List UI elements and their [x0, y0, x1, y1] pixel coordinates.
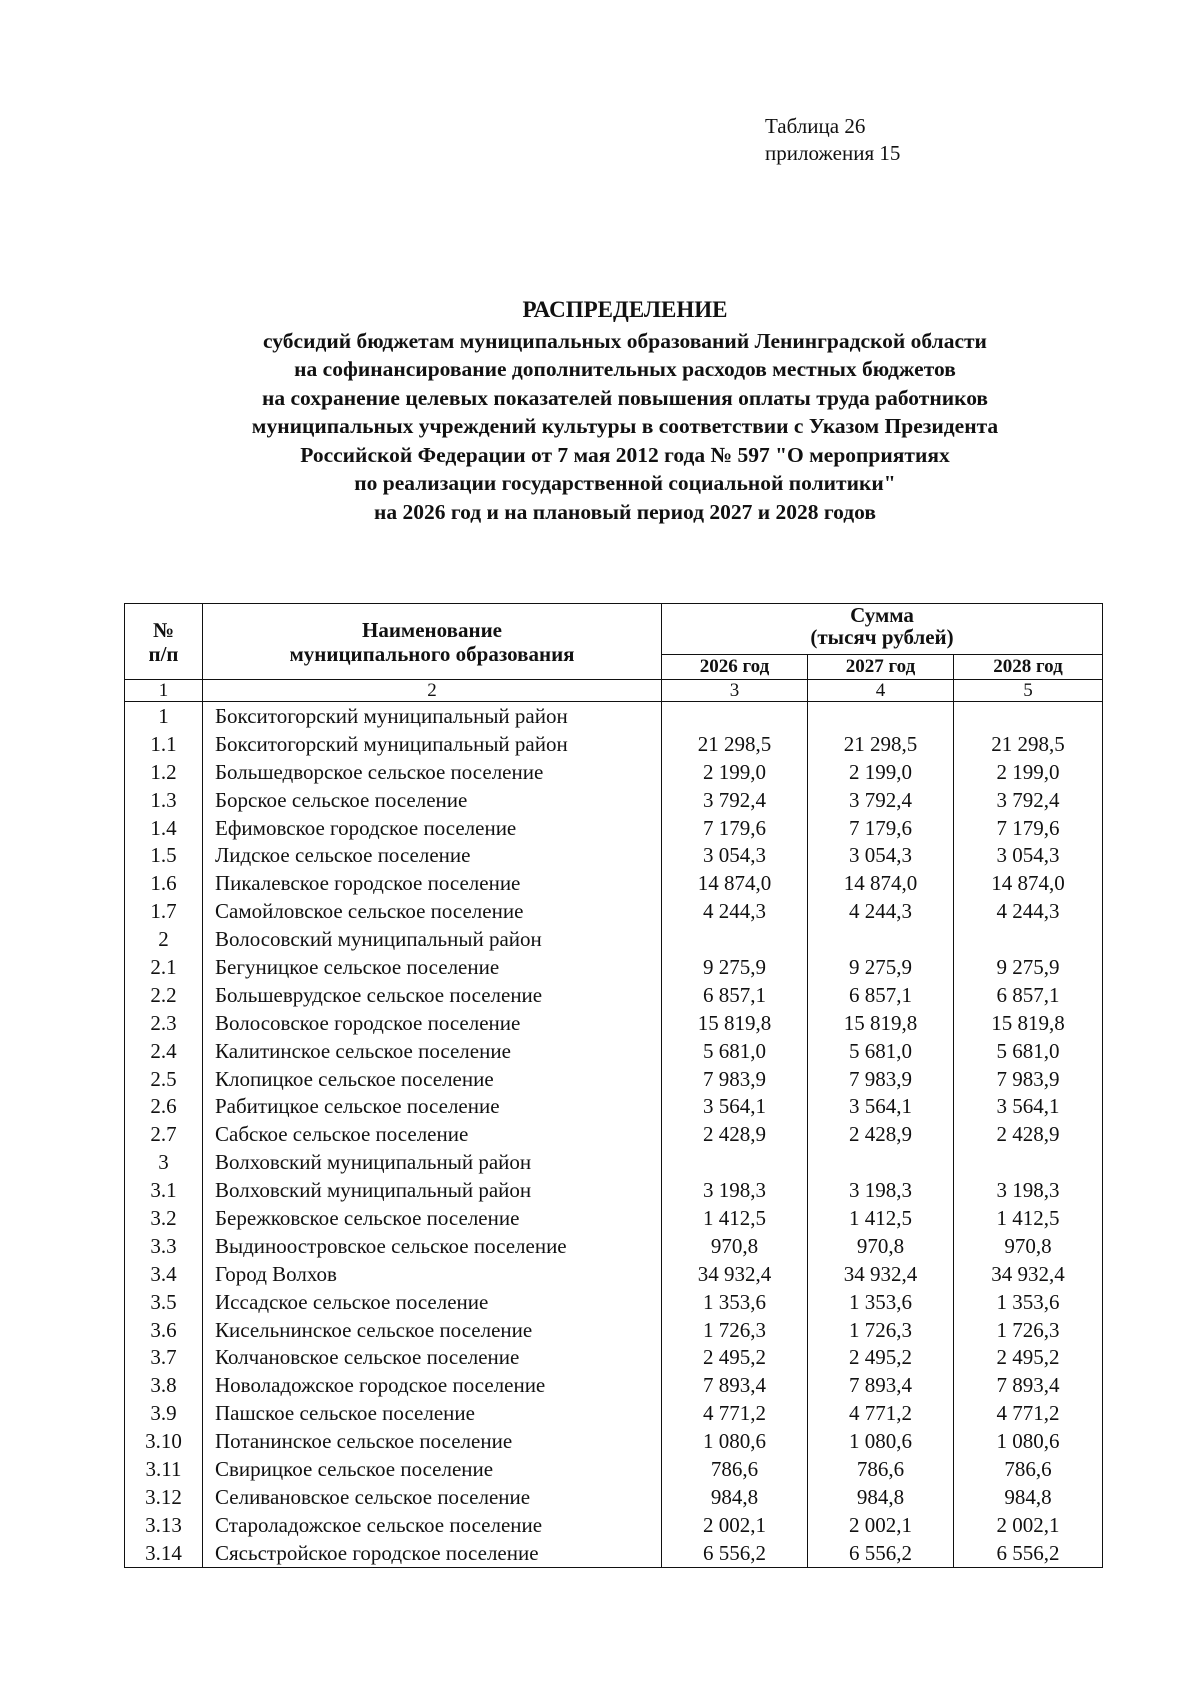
table-row — [125, 897, 1103, 925]
cell-v2026 — [662, 1148, 808, 1176]
cell-v2026: 3 054,3 — [662, 841, 808, 869]
cell-v2026 — [662, 925, 808, 953]
table-row — [125, 1539, 1103, 1567]
cell-num: 3.7 — [125, 1343, 203, 1371]
cell-name: Кисельнинское сельское поселение — [203, 1316, 662, 1344]
cell-name: Клопицкое сельское поселение — [203, 1065, 662, 1093]
cell-num: 3.1 — [125, 1176, 203, 1204]
cell-num: 2.4 — [125, 1037, 203, 1065]
table-row — [125, 1037, 1103, 1065]
cell-name: Бокситогорский муниципальный район — [203, 730, 662, 758]
cell-v2027: 2 002,1 — [808, 1511, 954, 1539]
cell-v2027: 786,6 — [808, 1455, 954, 1483]
cell-name: Большедворское сельское поселение — [203, 758, 662, 786]
cell-v2027: 7 983,9 — [808, 1065, 954, 1093]
cell-v2028 — [954, 702, 1103, 730]
cell-v2026: 34 932,4 — [662, 1260, 808, 1288]
distribution-table — [124, 603, 1103, 1568]
cell-v2027: 3 564,1 — [808, 1092, 954, 1120]
cell-v2026: 6 556,2 — [662, 1539, 808, 1567]
cell-v2026: 2 002,1 — [662, 1511, 808, 1539]
cell-v2028: 3 054,3 — [954, 841, 1103, 869]
cell-v2026: 6 857,1 — [662, 981, 808, 1009]
cell-v2027: 2 199,0 — [808, 758, 954, 786]
cell-name: Пикалевское городское поселение — [203, 869, 662, 897]
table-row — [125, 1343, 1103, 1371]
cell-num: 3.12 — [125, 1483, 203, 1511]
table-row — [125, 1148, 1103, 1176]
cell-v2026: 5 681,0 — [662, 1037, 808, 1065]
title-line: на сохранение целевых показателей повышения оплаты труда работников — [261, 385, 989, 410]
table-row — [125, 1316, 1103, 1344]
cell-v2028: 14 874,0 — [954, 869, 1103, 897]
cell-name: Большеврудское сельское поселение — [203, 981, 662, 1009]
table-row — [125, 1511, 1103, 1539]
cell-v2027: 984,8 — [808, 1483, 954, 1511]
column-index: 2 — [203, 680, 662, 702]
column-index-row — [125, 680, 1103, 702]
cell-v2027: 15 819,8 — [808, 1009, 954, 1037]
cell-num: 3.9 — [125, 1399, 203, 1427]
cell-v2026: 2 428,9 — [662, 1120, 808, 1148]
cell-name: Новоладожское городское поселение — [203, 1371, 662, 1399]
cell-v2028: 2 495,2 — [954, 1343, 1103, 1371]
cell-num: 3.8 — [125, 1371, 203, 1399]
cell-v2026: 3 792,4 — [662, 786, 808, 814]
column-index: 5 — [954, 680, 1103, 702]
table-row — [125, 1065, 1103, 1093]
cell-v2026: 7 983,9 — [662, 1065, 808, 1093]
cell-name: Волховский муниципальный район — [203, 1176, 662, 1204]
cell-v2026 — [662, 702, 808, 730]
cell-v2027: 1 080,6 — [808, 1427, 954, 1455]
cell-num: 1.4 — [125, 814, 203, 842]
cell-v2026: 4 771,2 — [662, 1399, 808, 1427]
cell-v2028: 15 819,8 — [954, 1009, 1103, 1037]
cell-v2028: 1 726,3 — [954, 1316, 1103, 1344]
table-row — [125, 1260, 1103, 1288]
cell-v2026: 21 298,5 — [662, 730, 808, 758]
table-row — [125, 1009, 1103, 1037]
cell-v2028: 7 179,6 — [954, 814, 1103, 842]
cell-v2027: 4 244,3 — [808, 897, 954, 925]
cell-name: Самойловское сельское поселение — [203, 897, 662, 925]
table-number: Таблица 26 — [765, 114, 866, 138]
header-number: № п/п — [125, 604, 203, 680]
cell-num: 3.2 — [125, 1204, 203, 1232]
cell-v2028: 3 564,1 — [954, 1092, 1103, 1120]
table-row — [125, 1176, 1103, 1204]
cell-v2027: 2 428,9 — [808, 1120, 954, 1148]
cell-name: Рабитицкое сельское поселение — [203, 1092, 662, 1120]
cell-num: 1.1 — [125, 730, 203, 758]
cell-v2027: 7 893,4 — [808, 1371, 954, 1399]
cell-v2027: 5 681,0 — [808, 1037, 954, 1065]
cell-name: Потанинское сельское поселение — [203, 1427, 662, 1455]
cell-v2028: 3 792,4 — [954, 786, 1103, 814]
cell-v2026: 1 080,6 — [662, 1427, 808, 1455]
title-line: на софинансирование дополнительных расходов местных бюджетов — [294, 357, 956, 381]
cell-v2026: 4 244,3 — [662, 897, 808, 925]
cell-v2028: 9 275,9 — [954, 953, 1103, 981]
cell-v2028: 4 771,2 — [954, 1399, 1103, 1427]
cell-num: 1.5 — [125, 841, 203, 869]
cell-v2028: 2 428,9 — [954, 1120, 1103, 1148]
cell-num: 1 — [125, 702, 203, 730]
cell-v2028: 3 198,3 — [954, 1176, 1103, 1204]
cell-v2026: 786,6 — [662, 1455, 808, 1483]
cell-num: 3.6 — [125, 1316, 203, 1344]
cell-name: Волховский муниципальный район — [203, 1148, 662, 1176]
title-line: Российской Федерации от 7 мая 2012 года № 597 "О мероприятиях — [300, 442, 950, 467]
cell-name: Калитинское сельское поселение — [203, 1037, 662, 1065]
cell-v2027: 7 179,6 — [808, 814, 954, 842]
header-sum: Сумма (тысяч рублей) — [662, 604, 1103, 655]
cell-v2026: 7 893,4 — [662, 1371, 808, 1399]
cell-v2028: 7 893,4 — [954, 1371, 1103, 1399]
table-row — [125, 702, 1103, 730]
table-row — [125, 814, 1103, 842]
cell-name: Староладожское сельское поселение — [203, 1511, 662, 1539]
cell-v2028: 2 199,0 — [954, 758, 1103, 786]
table-row — [125, 1232, 1103, 1260]
cell-num: 3.10 — [125, 1427, 203, 1455]
table-row — [125, 1371, 1103, 1399]
cell-v2028 — [954, 1148, 1103, 1176]
cell-v2027 — [808, 925, 954, 953]
cell-name: Бокситогорский муниципальный район — [203, 702, 662, 730]
cell-v2026: 970,8 — [662, 1232, 808, 1260]
cell-v2027: 1 726,3 — [808, 1316, 954, 1344]
title-line: субсидий бюджетам муниципальных образований Ленинградской области — [263, 328, 987, 353]
table-row — [125, 869, 1103, 897]
table-row — [125, 1204, 1103, 1232]
table-row — [125, 1092, 1103, 1120]
cell-v2028: 1 412,5 — [954, 1204, 1103, 1232]
cell-num: 1.7 — [125, 897, 203, 925]
table-row — [125, 953, 1103, 981]
header-year-2027: 2027 год — [808, 655, 954, 680]
cell-v2028: 2 002,1 — [954, 1511, 1103, 1539]
header-year-2028: 2028 год — [954, 655, 1103, 680]
cell-v2027 — [808, 702, 954, 730]
cell-num: 2.3 — [125, 1009, 203, 1037]
cell-name: Волосовское городское поселение — [203, 1009, 662, 1037]
table-row — [125, 1288, 1103, 1316]
appendix-number: приложения 15 — [765, 141, 901, 165]
table-row — [125, 981, 1103, 1009]
cell-v2026: 2 495,2 — [662, 1343, 808, 1371]
column-index: 4 — [808, 680, 954, 702]
cell-v2027 — [808, 1148, 954, 1176]
cell-v2028: 6 857,1 — [954, 981, 1103, 1009]
cell-v2027: 3 054,3 — [808, 841, 954, 869]
table-row — [125, 1120, 1103, 1148]
cell-num: 2 — [125, 925, 203, 953]
table-row — [125, 730, 1103, 758]
cell-num: 2.6 — [125, 1092, 203, 1120]
table-row — [125, 786, 1103, 814]
column-index: 3 — [662, 680, 808, 702]
cell-num: 2.1 — [125, 953, 203, 981]
table-row — [125, 1427, 1103, 1455]
cell-v2027: 6 556,2 — [808, 1539, 954, 1567]
title-line: по реализации государственной социальной политики" — [354, 471, 896, 495]
cell-num: 1.3 — [125, 786, 203, 814]
cell-v2028: 7 983,9 — [954, 1065, 1103, 1093]
cell-name: Иссадское сельское поселение — [203, 1288, 662, 1316]
table-row — [125, 1483, 1103, 1511]
cell-v2028: 970,8 — [954, 1232, 1103, 1260]
table-row — [125, 925, 1103, 953]
cell-v2027: 4 771,2 — [808, 1399, 954, 1427]
cell-v2027: 6 857,1 — [808, 981, 954, 1009]
cell-name: Борское сельское поселение — [203, 786, 662, 814]
cell-v2026: 14 874,0 — [662, 869, 808, 897]
cell-name: Город Волхов — [203, 1260, 662, 1288]
cell-name: Волосовский муниципальный район — [203, 925, 662, 953]
cell-name: Селивановское сельское поселение — [203, 1483, 662, 1511]
cell-name: Бережковское сельское поселение — [203, 1204, 662, 1232]
cell-num: 2.2 — [125, 981, 203, 1009]
cell-name: Колчановское сельское поселение — [203, 1343, 662, 1371]
cell-v2026: 9 275,9 — [662, 953, 808, 981]
document-title — [100, 296, 1150, 526]
cell-num: 2.7 — [125, 1120, 203, 1148]
cell-num: 3 — [125, 1148, 203, 1176]
cell-name: Свирицкое сельское поселение — [203, 1455, 662, 1483]
cell-v2026: 3 564,1 — [662, 1092, 808, 1120]
cell-name: Ефимовское городское поселение — [203, 814, 662, 842]
cell-num: 3.13 — [125, 1511, 203, 1539]
cell-num: 1.6 — [125, 869, 203, 897]
table-reference-note — [765, 113, 900, 167]
cell-v2027: 2 495,2 — [808, 1343, 954, 1371]
column-index: 1 — [125, 680, 203, 702]
cell-v2026: 7 179,6 — [662, 814, 808, 842]
cell-v2028 — [954, 925, 1103, 953]
cell-num: 3.5 — [125, 1288, 203, 1316]
cell-name: Сабское сельское поселение — [203, 1120, 662, 1148]
cell-num: 2.5 — [125, 1065, 203, 1093]
cell-v2028: 1 080,6 — [954, 1427, 1103, 1455]
title-line: на 2026 год и на плановый период 2027 и 2028 годов — [374, 499, 876, 524]
title-line: муниципальных учреждений культуры в соответствии с Указом Президента — [251, 414, 999, 438]
cell-v2028: 984,8 — [954, 1483, 1103, 1511]
cell-num: 3.11 — [125, 1455, 203, 1483]
cell-name: Пашское сельское поселение — [203, 1399, 662, 1427]
cell-v2027: 21 298,5 — [808, 730, 954, 758]
cell-num: 3.4 — [125, 1260, 203, 1288]
cell-v2027: 1 412,5 — [808, 1204, 954, 1232]
cell-v2027: 970,8 — [808, 1232, 954, 1260]
cell-v2028: 34 932,4 — [954, 1260, 1103, 1288]
cell-v2027: 3 198,3 — [808, 1176, 954, 1204]
cell-num: 1.2 — [125, 758, 203, 786]
cell-name: Выдиноостровское сельское поселение — [203, 1232, 662, 1260]
table-row — [125, 1399, 1103, 1427]
table-body — [125, 702, 1103, 1568]
table-row — [125, 841, 1103, 869]
cell-v2027: 3 792,4 — [808, 786, 954, 814]
cell-num: 3.3 — [125, 1232, 203, 1260]
cell-v2028: 21 298,5 — [954, 730, 1103, 758]
cell-v2026: 3 198,3 — [662, 1176, 808, 1204]
cell-v2028: 5 681,0 — [954, 1037, 1103, 1065]
cell-v2026: 1 353,6 — [662, 1288, 808, 1316]
cell-v2028: 4 244,3 — [954, 897, 1103, 925]
cell-v2027: 14 874,0 — [808, 869, 954, 897]
cell-v2026: 2 199,0 — [662, 758, 808, 786]
page-title: РАСПРЕДЕЛЕНИЕ — [522, 297, 728, 322]
table-row — [125, 758, 1103, 786]
cell-v2027: 34 932,4 — [808, 1260, 954, 1288]
cell-v2026: 1 726,3 — [662, 1316, 808, 1344]
cell-name: Сясьстройское городское поселение — [203, 1539, 662, 1567]
cell-v2028: 1 353,6 — [954, 1288, 1103, 1316]
cell-v2026: 1 412,5 — [662, 1204, 808, 1232]
cell-name: Лидское сельское поселение — [203, 841, 662, 869]
cell-v2027: 9 275,9 — [808, 953, 954, 981]
cell-num: 3.14 — [125, 1539, 203, 1567]
cell-v2026: 15 819,8 — [662, 1009, 808, 1037]
table-row — [125, 1455, 1103, 1483]
cell-v2028: 6 556,2 — [954, 1539, 1103, 1567]
cell-v2027: 1 353,6 — [808, 1288, 954, 1316]
cell-v2026: 984,8 — [662, 1483, 808, 1511]
header-year-2026: 2026 год — [662, 655, 808, 680]
cell-v2028: 786,6 — [954, 1455, 1103, 1483]
cell-name: Бегуницкое сельское поселение — [203, 953, 662, 981]
header-municipality-name: Наименование муниципального образования — [203, 604, 662, 680]
